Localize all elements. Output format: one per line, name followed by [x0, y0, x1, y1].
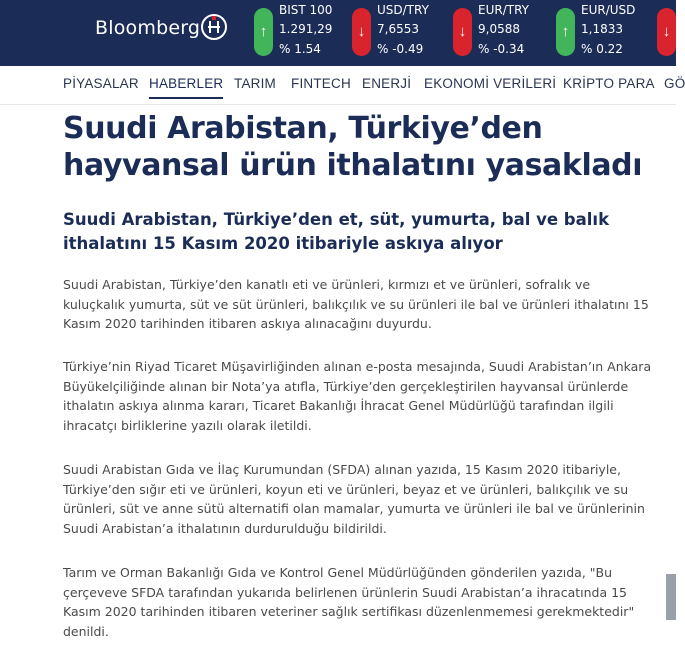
arrow-down-icon: ↓	[453, 8, 472, 56]
nav-item-piyasalar[interactable]: PİYASALAR	[63, 76, 139, 91]
article-paragraph: Suudi Arabistan, Türkiye’den kanatlı eti ve ürünleri, kırmızı et ve ürünleri, sofralık ve kuluçkalık yumurta, süt ve süt ürünleri, balıkçılık ve su ürünleri ile bal ve ürünleri ithalatını 15 Kasım 2020 tarihinden itibaren askıya alınacağını duyurdu.	[63, 277, 649, 331]
article-paragraph: Tarım ve Orman Bakanlığı Gıda ve Kontrol Genel Müdürlüğünden gönderilen yazıda, "Bu çerçeveve SFDA tarafından yukarıda belirlenen ürünlerin Suudi Arabistan’a ihracatında 15 Kasım 2020 tarihinden itibaren veteriner sağlık sertifikası düzenlenmemesi gerekmektedir" denildi.	[63, 565, 635, 639]
article-paragraph: Suudi Arabistan Gıda ve İlaç Kurumundan (SFDA) alınan yazıda, 15 Kasım 2020 itibariyle, Türkiye’den sığır eti ve ürünleri, koyun eti ve ürünleri, beyaz et ve ürünleri, balıkçılık ve su ürünleri, süt ve anne sütü alternatifi olan mamalar, yumurta ve ürünleri ile bal ve ürünlerinin Suudi Arabistan’a ithalatının durdurulduğu bildirildi.	[63, 462, 645, 536]
nav-item-enerji[interactable]: ENERJİ	[362, 76, 412, 91]
ticker-name: EUR/TRY	[478, 3, 529, 17]
nav-item-ekonomi-verileri[interactable]: EKONOMİ VERİLERİ	[424, 76, 557, 91]
ticker-change: % 1.54	[279, 42, 321, 56]
article-title: Suudi Arabistan, Türkiye’den hayvansal ürün ithalatını yasakladı	[63, 111, 643, 183]
brand-logo[interactable]: Bloomberg	[95, 17, 201, 39]
nav-item-fintech[interactable]: FINTECH	[291, 76, 351, 91]
ticker-change: % -0.49	[377, 42, 424, 56]
ticker-name: USD/TRY	[377, 3, 429, 17]
ticker-value: 1,1833	[581, 22, 623, 36]
ticker-name: BIST 100	[279, 3, 333, 17]
ticker-value: 7,6553	[377, 22, 419, 36]
arrow-down-icon: ↓	[657, 8, 676, 56]
ht-logo-icon[interactable]	[201, 14, 227, 40]
top-bar	[0, 0, 676, 66]
main-nav	[0, 66, 685, 105]
arrow-up-icon: ↑	[254, 8, 273, 56]
nav-item-haberler[interactable]: HABERLER	[149, 76, 223, 99]
ticker-change: % -0.34	[478, 42, 525, 56]
nav-item-tarim[interactable]: TARIM	[234, 76, 276, 91]
article-subtitle: Suudi Arabistan, Türkiye’den et, süt, yumurta, bal ve balık ithalatını 15 Kasım 2020 itibariyle askıya alıyor	[63, 210, 610, 253]
arrow-down-icon: ↓	[352, 8, 371, 56]
side-ad-edge[interactable]	[666, 574, 676, 620]
article-paragraph: Türkiye’nin Riyad Ticaret Müşavirliğinden alınan e-posta mesajında, Suudi Arabistan’ın Ankara Büyükelçiliğinde alınan bir Nota’ya atıfla, Türkiye’den gerçekleştirilen hayvansal ürünlerde ithalatın askıya alınma kararı, Ticaret Bakanlığı İhracat Genel Müdürlüğü tarafından ilgili ihracatçı birliklerine yazılı olarak iletildi.	[63, 359, 652, 433]
ticker-change: % 0.22	[581, 42, 623, 56]
ticker-value: 9,0588	[478, 22, 520, 36]
nav-item-more[interactable]: GÖ	[664, 76, 685, 91]
ticker-name: EUR/USD	[581, 3, 636, 17]
ticker-value: 1.291,29	[279, 22, 333, 36]
arrow-up-icon: ↑	[556, 8, 575, 56]
nav-item-kripto-para[interactable]: KRİPTO PARA	[563, 76, 655, 91]
